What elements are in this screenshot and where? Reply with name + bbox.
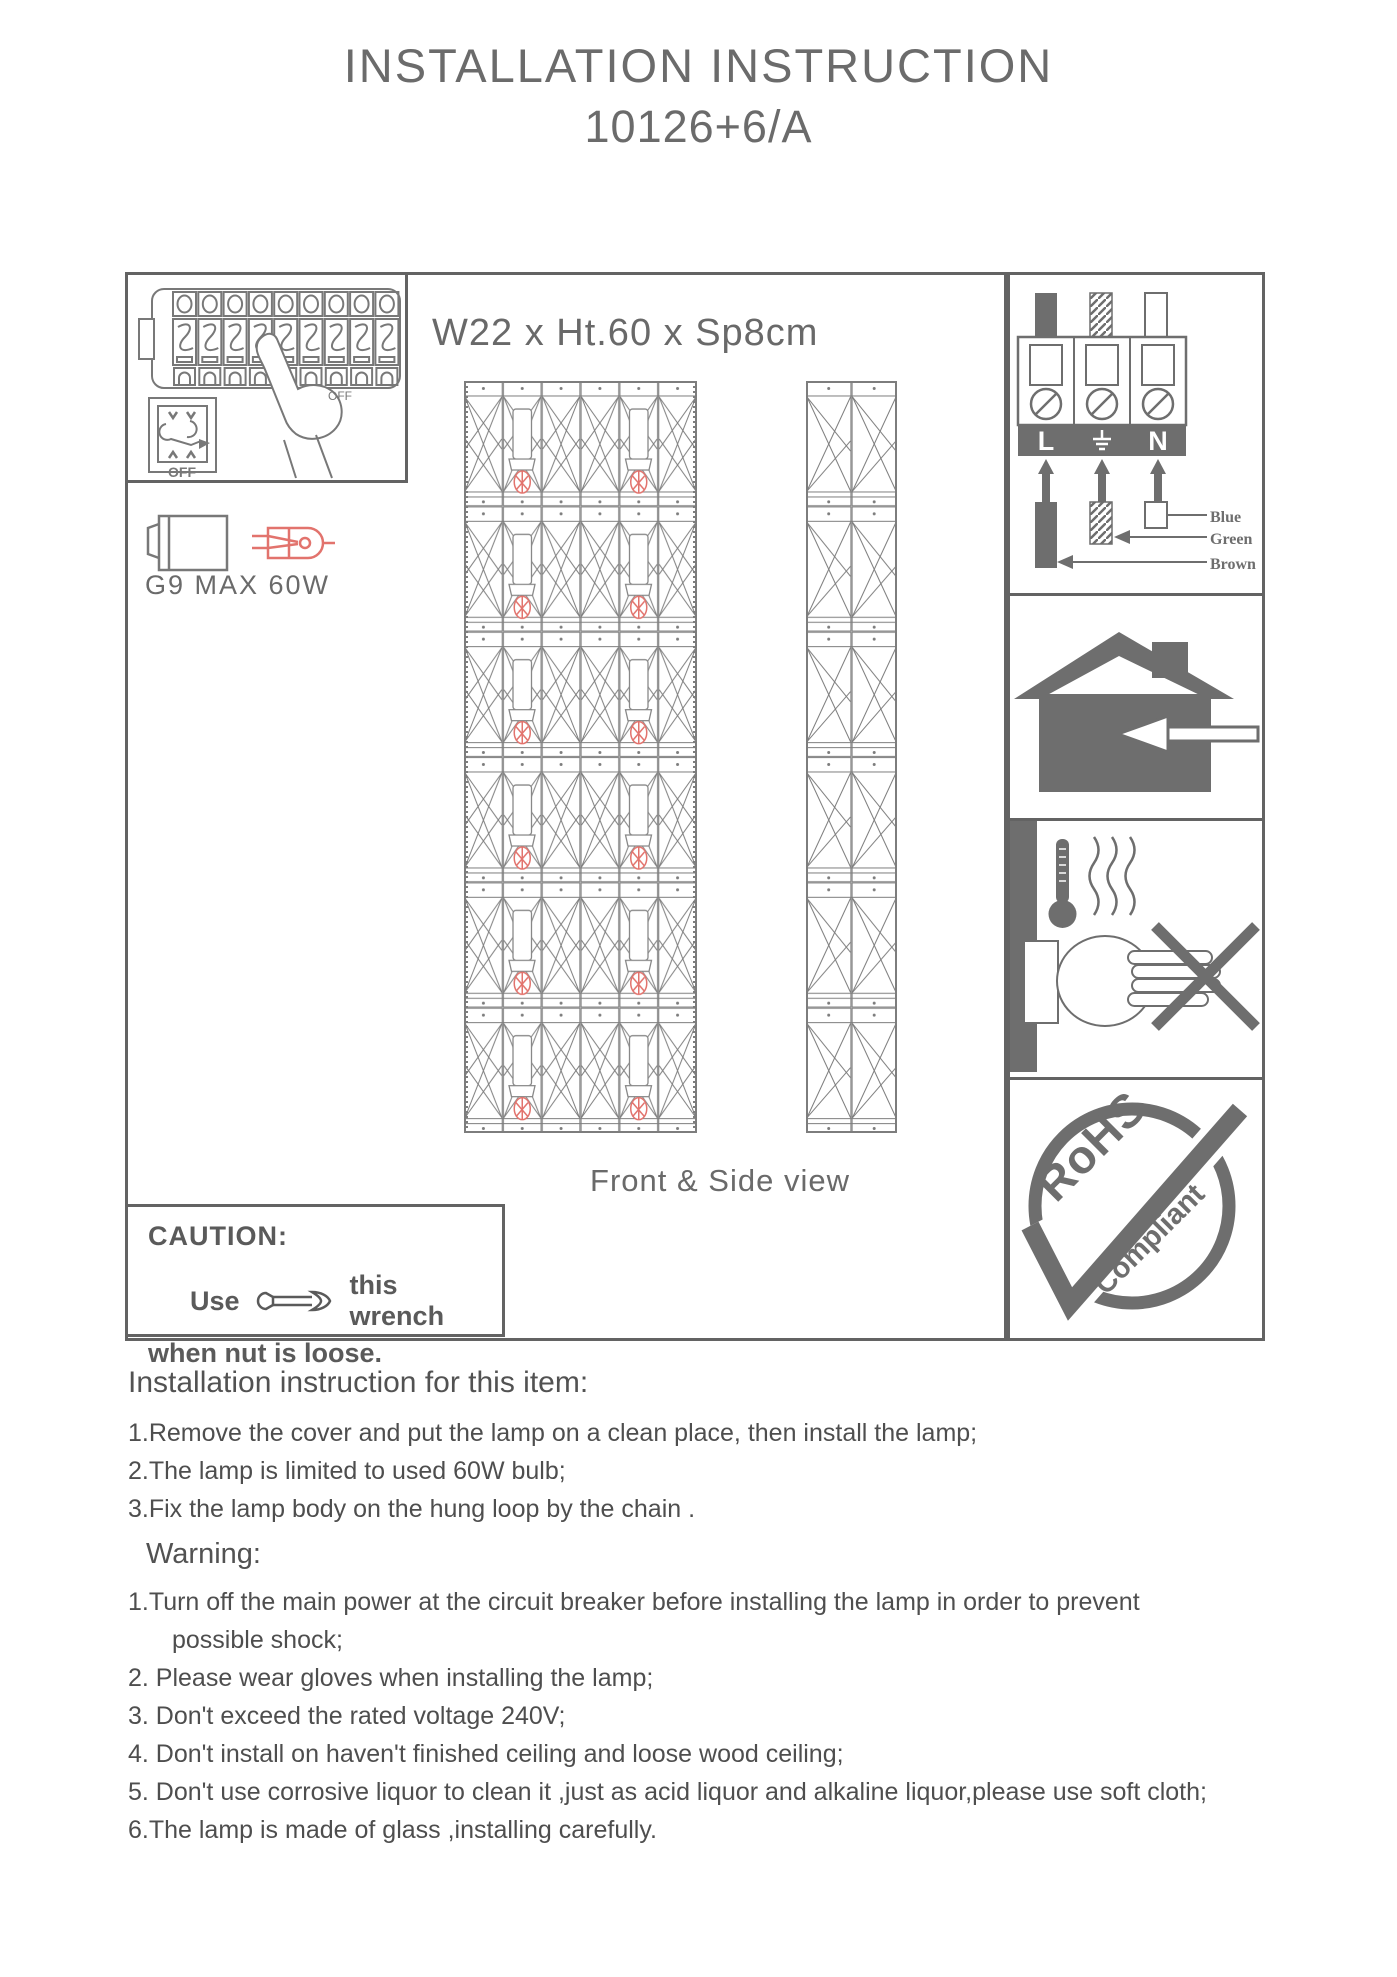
title-text: INSTALLATION INSTRUCTION: [343, 39, 1054, 92]
warning-item: 5. Don't use corrosive liquor to clean it ,just as acid liquor and alkaline liquor,please use soft cloth;: [128, 1778, 1207, 1806]
warning-item: 4. Don't install on haven't finished ceiling and loose wood ceiling;: [128, 1740, 844, 1768]
warning-item: 2. Please wear gloves when installing the lamp;: [128, 1664, 654, 1692]
heat-waves-icon: [1090, 837, 1135, 915]
instruction-item: 1.Remove the cover and put the lamp on a clean place, then install the lamp;: [128, 1419, 978, 1447]
rohs-word: RoHS: [1025, 1080, 1157, 1212]
wrench-icon: [250, 1288, 340, 1314]
caution-use-word: Use: [190, 1285, 240, 1316]
hot-surface-cell: [1010, 821, 1262, 1080]
g9-socket-icon: [143, 512, 235, 574]
indoor-use-cell: [1010, 596, 1262, 821]
terminal-block-diagram: [1010, 275, 1262, 588]
warning-section: [128, 1538, 1207, 1849]
instruction-item: 3.Fix the lamp body on the hung loop by the chain .: [128, 1495, 696, 1523]
installation-instructions: [128, 1366, 977, 1528]
page-title: [0, 38, 1397, 153]
caution-box: [125, 1204, 505, 1368]
neutral-terminal-label: N: [1148, 426, 1168, 456]
warning-heading: Warning:: [146, 1538, 261, 1570]
instructions-heading: Installation instruction for this item:: [128, 1366, 589, 1399]
house-icon: [1010, 596, 1262, 813]
safety-icons-column: [1007, 272, 1265, 1341]
wall-switch-icon: [149, 398, 216, 472]
caution-after-icon-text: this wrench: [349, 1270, 445, 1331]
hot-do-not-touch-icon: [1010, 821, 1262, 1072]
wire-label-green: Green: [1210, 531, 1253, 548]
circuit-breaker-illustration: [128, 275, 405, 480]
power-off-diagram: [125, 272, 408, 483]
warning-item-continuation: possible shock;: [172, 1626, 343, 1654]
warning-item: 1.Turn off the main power at the circuit breaker before installing the lamp in order to prevent: [128, 1588, 1140, 1616]
wire-label-brown: Brown: [1210, 556, 1256, 573]
view-caption: Front & Side view: [590, 1163, 850, 1198]
caution-line2: when nut is loose.: [148, 1338, 383, 1368]
thermometer-icon: [1049, 839, 1077, 928]
rohs-cell: [1010, 1080, 1262, 1338]
warning-item: 3. Don't exceed the rated voltage 240V;: [128, 1702, 566, 1730]
warning-item: 6.The lamp is made of glass ,installing carefully.: [128, 1816, 657, 1844]
dimension-label: W22 x Ht.60 x Sp8cm: [432, 312, 819, 354]
live-terminal-label: L: [1037, 426, 1055, 456]
wiring-diagram-cell: [1010, 275, 1262, 596]
switch-off-label: OFF: [168, 464, 196, 480]
compliant-word: Compliant: [1088, 1178, 1212, 1301]
model-number: 10126+6/A: [584, 101, 813, 152]
bulb-spec-label: G9 MAX 60W: [145, 570, 331, 600]
breaker-off-label: OFF: [328, 389, 352, 403]
caution-heading: CAUTION:: [148, 1221, 288, 1251]
hand-icon: [1024, 936, 1220, 1026]
lamp-front-view: [464, 381, 697, 1133]
instruction-item: 2.The lamp is limited to used 60W bulb;: [128, 1457, 566, 1485]
wire-label-blue: Blue: [1210, 509, 1242, 526]
rohs-compliant-logo: [1010, 1080, 1262, 1338]
g9-bulb-icon: [249, 522, 341, 566]
lamp-side-view: [806, 381, 897, 1133]
